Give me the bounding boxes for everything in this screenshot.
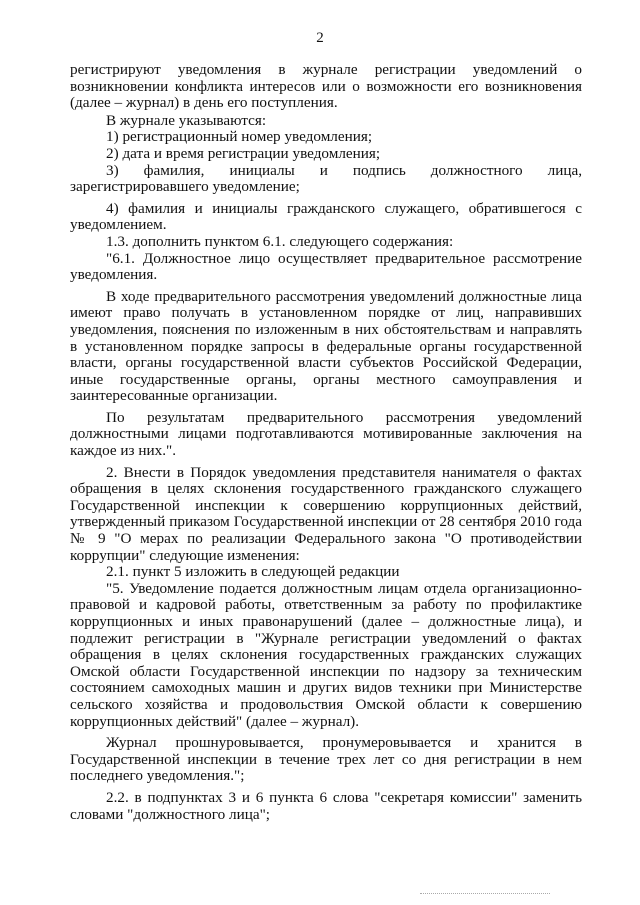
paragraph-2-2: 2.2. в подпунктах 3 и 6 пункта 6 слова "секретаря комиссии" заменить словами "должностного лица"; <box>70 788 582 823</box>
paragraph-journal-registration: регистрируют уведомления в журнале регистрации уведомлений о возникновении конфликта интересов или о возможности его возникновения (далее – журнал) в день его поступления. <box>70 61 582 112</box>
paragraph-preliminary-review: В ходе предварительного рассмотрения уведомлений должностные лица имеют право получать в установленном порядке от лиц, направивших уведомления, пояснения по изложенным в них обстоятельствам и направлять в установленном порядке запросы в федеральные органы государственной власти, органы государственной власти субъектов Российской Федерации, иные государственные органы, органы местного самоуправления и заинтересованные организации. <box>70 287 582 405</box>
list-item-3: 3) фамилия, инициалы и подпись должностного лица, зарегистрировавшего уведомление; <box>70 161 582 196</box>
list-item-2: 2) дата и время регистрации уведомления; <box>106 144 381 162</box>
list-item-4: 4) фамилия и инициалы гражданского служащего, обратившегося с уведомлением. <box>70 199 582 234</box>
paragraph-6-1: "6.1. Должностное лицо осуществляет предварительное рассмотрение уведомления. <box>70 249 582 284</box>
paragraph-journal-storage: Журнал прошнуровывается, пронумеровывается и хранится в Государственной инспекции в течение трех лет со дня регистрации в нем последнего уведомления."; <box>70 734 582 785</box>
paragraph-results: По результатам предварительного рассмотрения уведомлений должностными лицами подготавливаются мотивированные заключения на каждое из них.". <box>70 408 582 460</box>
list-item-1: 1) регистрационный номер уведомления; <box>106 128 373 146</box>
paragraph-journal-contents: В журнале указываются: <box>106 111 267 129</box>
paragraph-2: 2. Внести в Порядок уведомления представителя нанимателя о фактах обращения в целях склонения государственного гражданского служащего Государственной инспекции к совершению коррупционных действий, утвержденный приказом Государственной инспекции от 28 сентября 2010 года № 9 "О мерах по реализации Федерального закона "О противодействии коррупции" следующие изменения: <box>70 463 582 564</box>
page-number: 2 <box>316 30 324 46</box>
paragraph-2-1: 2.1. пункт 5 изложить в следующей редакции <box>106 563 400 581</box>
scan-artifact-line <box>420 893 550 894</box>
document-body <box>70 62 582 823</box>
paragraph-1-3: 1.3. дополнить пунктом 6.1. следующего содержания: <box>106 232 454 250</box>
paragraph-5: "5. Уведомление подается должностным лицам отдела организационно-правовой и кадровой работы, ответственным за работу по профилактике коррупционных и иных правонарушений (далее – должностные лица), и подлежит регистрации в "Журнале регистрации уведомлений о фактах обращения в целях склонения государственных гражданских служащих Омской области Государственной инспекции по надзору за техническим состоянием самоходных машин и других видов техники при Министерстве сельского хозяйства и продовольствия Омской области к совершению коррупционных действий" (далее – журнал). <box>70 579 582 730</box>
